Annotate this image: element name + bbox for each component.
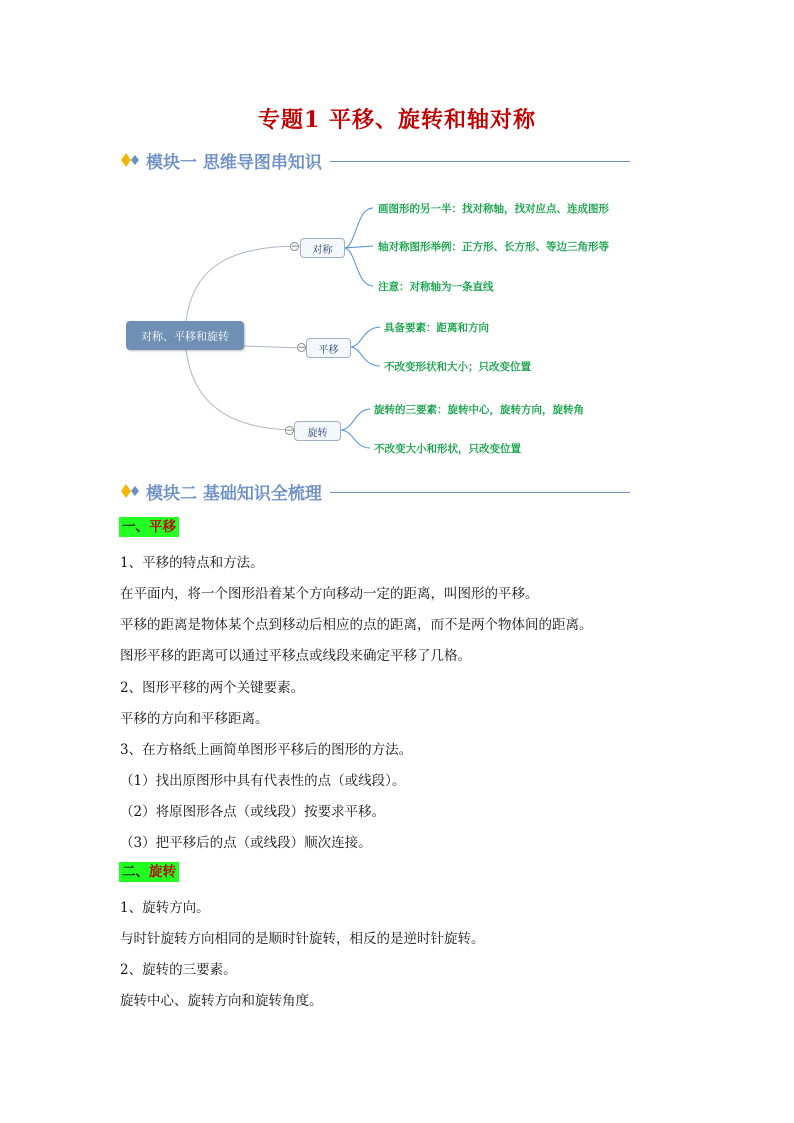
collapse-icon[interactable]: −: [286, 426, 294, 436]
text-line: （2）将原图形各点（或线段）按要求平移。: [120, 804, 386, 820]
section-name: 旋转: [149, 864, 176, 880]
module-heading-1: [120, 148, 630, 172]
collapse-icon[interactable]: −: [291, 242, 299, 252]
leaf-symmetry-2: 轴对称图形举例：正方形、长方形、等边三角形等: [378, 241, 609, 253]
divider: [330, 161, 630, 162]
text-line: 在平面内，将一个图形沿着某个方向移动一定的距离，叫图形的平移。: [120, 586, 539, 602]
text-line: 1、旋转方向。: [120, 900, 210, 916]
leaf-translation-2: 不改变形状和大小；只改变位置: [384, 361, 531, 373]
text-line: 与时针旋转方向相同的是顺时针旋转，相反的是逆时针旋转。: [120, 931, 485, 947]
section-heading-translation: [119, 517, 179, 537]
page-title: 专题1 平移、旋转和轴对称: [258, 107, 536, 133]
mind-map: [118, 188, 638, 468]
section-number: 一、: [122, 519, 149, 535]
text-line: 平移的距离是物体某个点到移动后相应的点的距离，而不是两个物体间的距离。: [120, 617, 593, 633]
leaf-symmetry-3: 注意：对称轴为一条直线: [378, 281, 494, 293]
leaf-rotation-1: 旋转的三要素：旋转中心，旋转方向，旋转角: [374, 404, 584, 416]
text-line: 3、在方格纸上画简单图形平移后的图形的方法。: [120, 742, 413, 758]
text-line: 平移的方向和平移距离。: [120, 711, 269, 727]
text-line: 2、旋转的三要素。: [120, 962, 237, 978]
section-number: 二、: [122, 864, 149, 880]
branch-translation: 平移: [306, 338, 351, 358]
center-node: 对称、平移和旋转: [126, 321, 244, 350]
leaf-rotation-2: 不改变大小和形状，只改变位置: [374, 443, 521, 455]
branch-rotation: 旋转: [294, 421, 341, 441]
branch-symmetry: 对称: [300, 238, 345, 258]
text-line: 旋转中心、旋转方向和旋转角度。: [120, 993, 323, 1009]
diamond-icon: [120, 481, 144, 501]
divider: [330, 492, 630, 493]
section-heading-rotation: [119, 862, 179, 882]
module-heading-2-label: 模块二 基础知识全梳理: [146, 483, 322, 504]
module-heading-1-label: 模块一 思维导图串知识: [146, 152, 322, 173]
text-line: 图形平移的距离可以通过平移点或线段来确定平移了几格。: [120, 648, 471, 664]
module-heading-2: [120, 479, 630, 503]
collapse-icon[interactable]: −: [298, 343, 306, 353]
text-line: 2、图形平移的两个关键要素。: [120, 680, 305, 696]
text-line: 1、平移的特点和方法。: [120, 555, 264, 571]
section-name: 平移: [149, 519, 176, 535]
leaf-symmetry-1: 画图形的另一半：找对称轴，找对应点、连成图形: [378, 203, 609, 215]
leaf-translation-1: 具备要素：距离和方向: [384, 322, 489, 334]
text-line: （3）把平移后的点（或线段）顺次连接。: [120, 835, 372, 851]
text-line: （1）找出原图形中具有代表性的点（或线段）。: [120, 773, 406, 789]
diamond-icon: [120, 150, 144, 170]
